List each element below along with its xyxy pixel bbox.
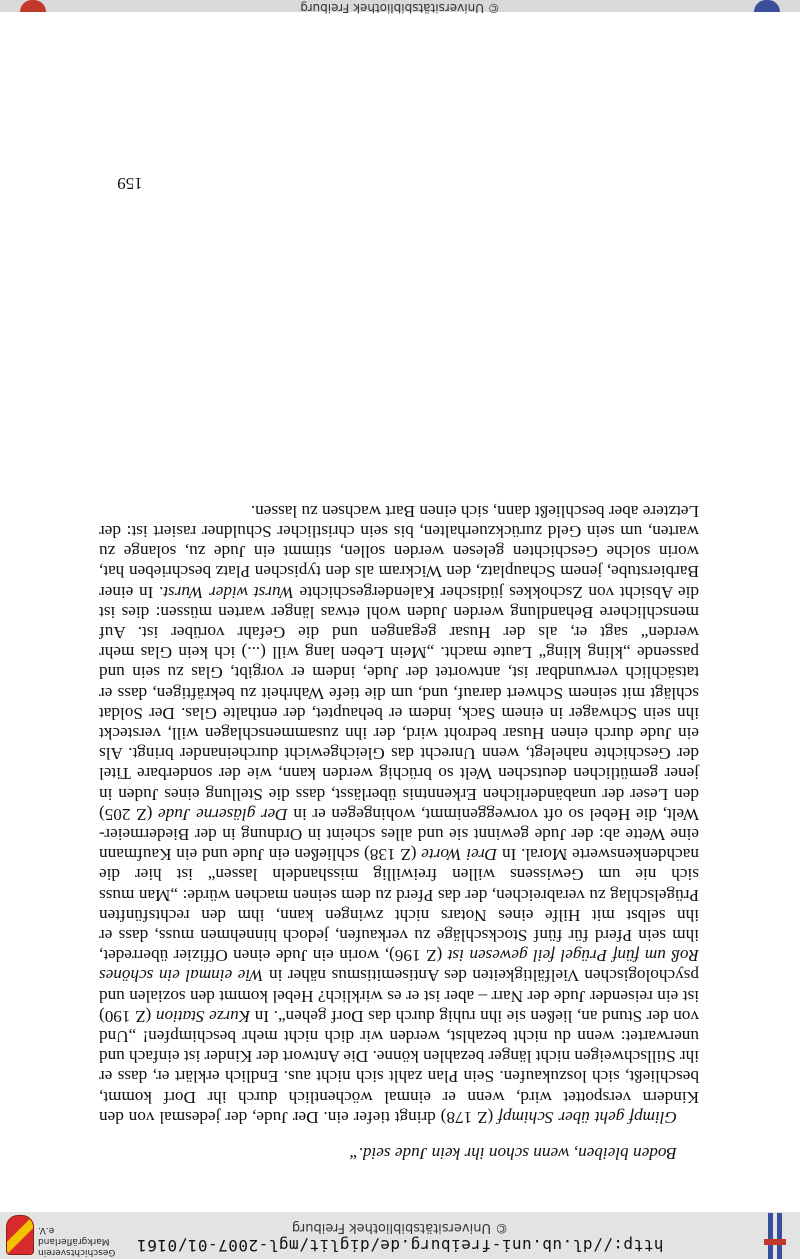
- page-footer: [0, 0, 800, 15]
- source-url[interactable]: http://dl.ub.uni-freiburg.de/diglit/mgl-2007-01/0161: [136, 1236, 664, 1255]
- text-run: (Z 190) ist ein reisender Jude der Narr – aber ist er es wirklich? Hebel kommt den sozialen und psychologischen Vielfältigkeiten des Antisemitismus näher in: [99, 966, 699, 1026]
- italic-title: Boden bleiben, wenn schon ihr kein Jude seid.“: [349, 1144, 677, 1163]
- text-run: (Z 205) den Leser der unabänderlichen Erkenntnis überlässt, dass die Stellung eines Juden in jener gemütlichen deutschen Welt so brüchig werden kann, wie der sonderbare Titel der Geschichte nahelegt, wenn Unrecht das Gleichgewicht durcheinander bringt. Als ein Jude durch einen Husar bedroht wird, der ihn zusammenschlagen will, versteckt ihn sein Schwager in einem Sack, indem er behauptet, der enthalte Glas. Der Soldat schlägt mit seinem Schwert darauf, und, um die tiefe Wahrheit zu bekräftigen, dass er tatsächlich verwundbar ist, antwortet der Jude, indem er vorgibt, Glas zu sein und passende „kling kling“ Laute macht. „Mein Leben lang will (...) ich kein Glas mehr werden“ sagt er, als der Husar gegangen und die Gefahr vorüber ist. Auf menschlichere Behandlung werden Juden wohl etwas länger warten müssen: dies ist die Absicht von Zschokkes jüdischer Kalendergeschichte: [99, 582, 699, 824]
- body-paragraph: [99, 501, 699, 1127]
- association-line-2: Markgräflerland e.V.: [38, 1225, 110, 1246]
- text-run: (Z 138) schließen ein Jude und ein Kaufmann eine Wette ab: der Jude gewinnt sie und alles scheint in Ordnung in der Biedermeier-Welt, die Hebel so oft vorweggenimmt, wohingegen er in: [99, 804, 699, 865]
- university-logo-icon: [754, 0, 780, 12]
- text-run: (Z 178) dringt tiefer ein. Der Jude, der jedesmal von den Kindern verspottet wird, wenn er einmal wöchentlich durch ihr Dorf kommt, beschließt, sich loszukaufen. Sein Plan zahlt sich nicht aus. Endlich erklärt er, dass er ihr Stillschweigen nicht länger bezahlen könne. Die Antwort der Kinder ist einfach und unerwartet: wenn du nicht bezahlst, werden wir dich nicht mehr beschimpfen! „Und von der Stund an, ließen sie ihn ruhig durch das Dorf gehen“. In: [99, 1006, 699, 1127]
- italic-title: Wie einmal ein schönes Roß um fünf Prügel feil gewesen ist: [99, 946, 699, 986]
- coat-of-arms-icon: [20, 0, 46, 12]
- page-body: [99, 501, 699, 1180]
- quote-tail: [99, 1143, 677, 1163]
- italic-title: Glimpf geht über Schimpf: [498, 1107, 677, 1127]
- university-logo-icon: [768, 1213, 782, 1259]
- association-line-1: Geschichtsverein: [38, 1247, 116, 1257]
- italic-title: Kurze Station: [155, 1006, 251, 1026]
- text-run: (Z 196), worin ein Jude einen Offizier überredet, ihm sein Pferd für fünf Stockschläge zu verkaufen, jedoch hinnehmen muss, dass er ihn selbst mit Hilfe eines Notars nicht zwingen kann, ihm den rechtsfünften Prügelschlag zu verabreichen, der das Pferd zu dem seinen machen würde: „Man muss sich nie um Gewissens willen freiwillig misshandeln lassen“ ist hier die nachdenkenswerte Moral. In: [99, 845, 699, 966]
- italic-title: Drei Worte: [421, 845, 498, 865]
- italic-title: Wurst wider Wurst: [163, 582, 295, 602]
- copyright-line: © Universitätsbibliothek Freiburg: [300, 1, 500, 15]
- text-run: . In einer Barbierstube, jenem Schauplatz, den Wickram als den typischen Platz beschrieben hat, worin solche Geschichten gelesen werden sollen, stimmt ein Jude zu, solange zu warten, um sein Geld zurückzuerhalten, bis sein christlicher Schuldner rasiert ist: der Letztere aber beschließt dann, sich einen Bart wachsen zu lassen.: [99, 501, 699, 602]
- page-header: [0, 1212, 800, 1259]
- page-number: 159: [117, 174, 143, 193]
- coat-of-arms-icon: [6, 1215, 34, 1255]
- italic-title: Der gläserne Jude: [158, 804, 288, 824]
- copyright-line: © Universitätsbibliothek Freiburg: [291, 1220, 509, 1235]
- association-name: [38, 1224, 120, 1257]
